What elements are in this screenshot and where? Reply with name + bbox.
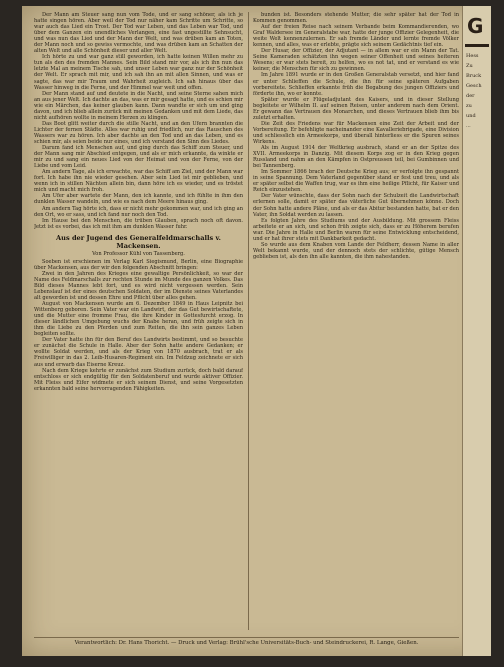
paragraph: bunden ist. Besonders stehende Mutter, die sehr später hat der Tod in Kommen genommen. [253, 12, 459, 25]
side-text-line: der [466, 93, 475, 99]
side-text-line: Zu [466, 63, 473, 69]
paragraph: August von Mackensen wurde am 6. Dezember 1849 in Haus Leipnitz bei Wittenberg geboren. Sein Vater war ein Landwirt, der das Gut bewirtschaftete, und die Mutter eine fromme Frau, die ihre Kinder in Gottesfurcht erzog. In dieser ländlichen Umgebung wuchs der Knabe heran, und früh zeigte sich in ihm die Liebe zu den Pferden und zum Reiten, die ihn sein ganzes Leben begleiten sollte. [34, 301, 243, 338]
paragraph: Der Mann am Steuer sang nun vom Tode, und er sang schöner, als ich je hatte singen hören. Aber weil der Tod nur näher kam Schritte um Schritte, so war auch das Lied ein Trost. Der Tod war Leben, und das Leben war Tod, und über dem Ganzen ein unendliches Verlangen, eine fast ungestillte Sehnsucht, und was nun das Lied und der Mann der Welt, und was drüben kam an Toten, der Mann noch und so gewiss vermochte, und was drüben kam an Schatten der alten Welt und alle Schönheit dieser und aller Welt. [34, 12, 243, 55]
publisher-footer: Verantwortlich: Dr. Hans Thoricht. — Druck und Verlag: Brühl'sche Universitäts-Buch- und Steindruckerei, R. Lange, Gießen. [34, 637, 459, 646]
story-text [34, 12, 243, 230]
paragraph: Soeben ist erschienen im Verlag Karl Siegismund, Berlin, eine Biographie über Mackensen, aus der wir den folgenden Abschnitt bringen: [34, 258, 243, 271]
paragraph: So wurde aus dem Knaben vom Lande der Feldherr, dessen Name in aller Welt bekannt wurde, und der dennoch stets der schlichte, gütige Mensch geblieben ist, als den ihn alle kannten, die ihm nahestanden. [253, 241, 459, 260]
paragraph: Es folgten Jahre des Studiums und der Ausbildung. Mit grossem Fleiss arbeitete er an sich, und schon früh zeigte sich, dass er zu Höherem berufen war. Die Jahre in Halle und Berlin waren für seine Entwicklung entscheidend, und er hat ihrer stets mit Dankbarkeit gedacht. [253, 217, 459, 242]
paragraph: Am Ufer aber wartete der Mann, den ich kannte, und ich fühlte in ihm den dunklen Wasser wandeln, und wie es nach dem Meere hinaus ging. [34, 193, 243, 206]
paragraph: Am andern Tag hörte ich, dass er nicht mehr gekommen war, und ich ging an den Ort, wo er sass, und ich fand nur noch den Tod. [34, 205, 243, 218]
paragraph: Der Vater wünschte, dass der Sohn nach der Schulzeit die Landwirtschaft erlernen solle, damit er später das väterliche Gut übernehmen könne. Doch der Sohn hatte andere Pläne, und als er das Abitur bestanden hatte, bat er den Vater, ihn Soldat werden zu lassen. [253, 193, 459, 218]
side-text-line: ... [466, 123, 471, 129]
paragraph: Ich hörte zu und war ganz still geworden, ich hatte keinen Willen mehr zu tun als den des fremden Mannes. Sein Bild stand mir vor, als ich ihn nun das letzte Mal an meinem Tische sah, und unser Leben war ganz nur der Schönheit der Welt. Er sprach mit mir, und ich sah ihn an mit allen Sinnen, und was er sagte, das war mir Traum und Wahrheit zugleich. Ich sah hinaus über das Wasser hinweg in die Ferne, und der Himmel war weit und offen. [34, 54, 243, 91]
left-column [34, 12, 243, 632]
side-text-fragments [463, 53, 491, 130]
paragraph: Auf der freien Reise nach seinem Verbande beim Kommandierenden, wo Graf Waldersee im Generalstabe war, hatte der junge Offizier Gelegenheit, die weite Welt kennenzulernen. Er sah fremde Länder und lernte fremde Völker kennen, und alles, was er erlebte, prägte sich seinem Gedächtnis tief ein. [253, 24, 459, 49]
paragraph: Im Hause bei den Menschen, die trüben Glauben, sprach noch oft davon. Jetzt ist es vorbei, das ich mit ihm am dunklen Wasser fuhr. [34, 217, 243, 230]
side-text-line: Bruck [466, 73, 482, 79]
side-text-line: und [466, 113, 476, 119]
paragraph: Der Husar, der Offizier, der Adjutant — in allem war er ein Mann der Tat. Seine Kameraden schätzten ihn wegen seiner Offenheit und seines heiteren Wesens; er war stets bereit, zu helfen, wo es not tat, und er verstand es wie keiner, die Menschen für sich zu gewinnen. [253, 48, 459, 73]
paragraph: Im Jahre 1891 wurde er in den Großen Generalstab versetzt, und hier fand er unter Schlieffen die Schule, die ihn für seine späteren Aufgaben vorbereitete. Schlieffen erkannte früh die Begabung des jungen Offiziers und förderte ihn, wo er konnte. [253, 72, 459, 97]
paragraph: Das Boot glitt weiter durch die stille Nacht, und an den Ufern brannten die Lichter der fernen Städte. Alles war ruhig und friedlich, nur das Rauschen des Wassers war zu hören. Ich aber dachte an den Tod und an das Leben, und es schien mir, als seien beide nur eines, und ich verstand den Sinn des Liedes. [34, 120, 243, 145]
article-heading: Aus der Jugend des Generalfeldmarschalls v. Mackensen. [56, 233, 221, 250]
article-continuation [253, 12, 459, 260]
masthead-fragment: G [467, 14, 484, 38]
paragraph: Nach dem Kriege kehrte er zunächst zum Studium zurück, doch bald darauf entschloss er sich endgültig für den Soldatenberuf und wurde aktiver Offizier. Mit Fleiss und Eifer widmete er sich seinem Dienst, und seine Vorgesetzten erkannten bald seine hervorragenden Fähigkeiten. [34, 367, 243, 392]
right-column [253, 12, 459, 632]
side-text-line: Hess [466, 53, 479, 59]
newspaper-page [22, 6, 490, 656]
paragraph: Später wurde er Flügeladjutant des Kaisers, und in dieser Stellung begleitete er Wilhelm II. auf seinen Reisen, unter anderem nach dem Orient. Er gewann das Vertrauen des Monarchen, und dieses Vertrauen blieb ihm bis zuletzt erhalten. [253, 96, 459, 121]
paragraph: Am andern Tage, als ich erwachte, war das Schiff am Ziel, und der Mann war fort. Ich habe ihn nie wieder gesehen. Aber sein Lied ist mir geblieben, und wenn ich in stillen Nächten allein bin, dann höre ich es wieder, und es tröstet mich und macht mich froh. [34, 169, 243, 194]
paragraph: Die Zeit des Friedens war für Mackensen eine Zeit der Arbeit und der Vorbereitung. Er befehligte nacheinander eine Kavalleriebrigade, eine Division und schliesslich ein Armeekorps, und überall hinterliess er die Spuren seines Wirkens. [253, 120, 459, 145]
article-text [34, 259, 243, 392]
article-byline: Von Professor Kühl von Tassenberg. [92, 250, 185, 257]
side-text-line: Gesch [466, 83, 482, 89]
column-divider [248, 12, 249, 630]
paragraph: Als im August 1914 der Weltkrieg ausbrach, stand er an der Spitze des XVII. Armeekorps in Danzig. Mit diesem Korps zog er in den Krieg gegen Russland und nahm an den Kämpfen in Ostpreussen teil, bei Gumbinnen und bei Tannenberg. [253, 145, 459, 170]
rule-bar [465, 44, 489, 47]
side-text-line: zu [466, 103, 472, 109]
paragraph: Der Mann stand auf und deutete in die Nacht, und seine Sterne sahen mich an aus jener Welt. Ich dachte an das, was er mir gesagt hatte, und es schien mir wie ein Märchen, das keiner glauben kann. Dann wandte er sich um und ging davon, und ich blieb allein zurück mit meinen Gedanken und mit dem Liede, das nicht aufhören wollte in meinem Herzen zu klingen. [34, 90, 243, 121]
paragraph: Darum fand ich Menschen auf, und ging durch das Schiff zum Steuer, und der Mann sang mir Abschied entgegen, und als er mich erkannte, da winkte er mir zu und sang ein neues Lied von der Heimat und von der Ferne, von der Liebe und vom Leid. [34, 145, 243, 170]
paragraph: Im Sommer 1866 brach der Deutsche Krieg aus; er verfolgte ihn gespannt in seine Spannung. Dem Vaterland gegenüber stand er fest und treu, und als er später selbst die Waffen trug, war es ihm eine heilige Pflicht, für Kaiser und Reich einzustehen. [253, 169, 459, 194]
adjacent-page-edge [462, 6, 491, 656]
paragraph: Der Vater hatte ihn für den Beruf des Landwirts bestimmt, und so besuchte er zunächst die Schule in Halle. Aber der Sohn hatte andere Gedanken; er wollte Soldat werden, und als der Krieg von 1870 ausbrach, trat er als Freiwilliger in das 2. Leib-Husaren-Regiment ein. Im Feldzug zeichnete er sich aus und erwarb das Eiserne Kreuz. [34, 337, 243, 368]
paragraph: Zwei in den Jahren des Krieges eine gewaltige Persönlichkeit, so war der Name des Feldmarschalls zur rechten Stunde im Munde des ganzen Volkes. Das Bild dieses Mannes lebt fort, und es wird nicht vergessen werden. Sein Lebenslauf ist der eines deutschen Soldaten, der im Dienste seines Vaterlandes alt geworden ist und dessen Ehre und Pflicht über alles gehen. [34, 270, 243, 302]
